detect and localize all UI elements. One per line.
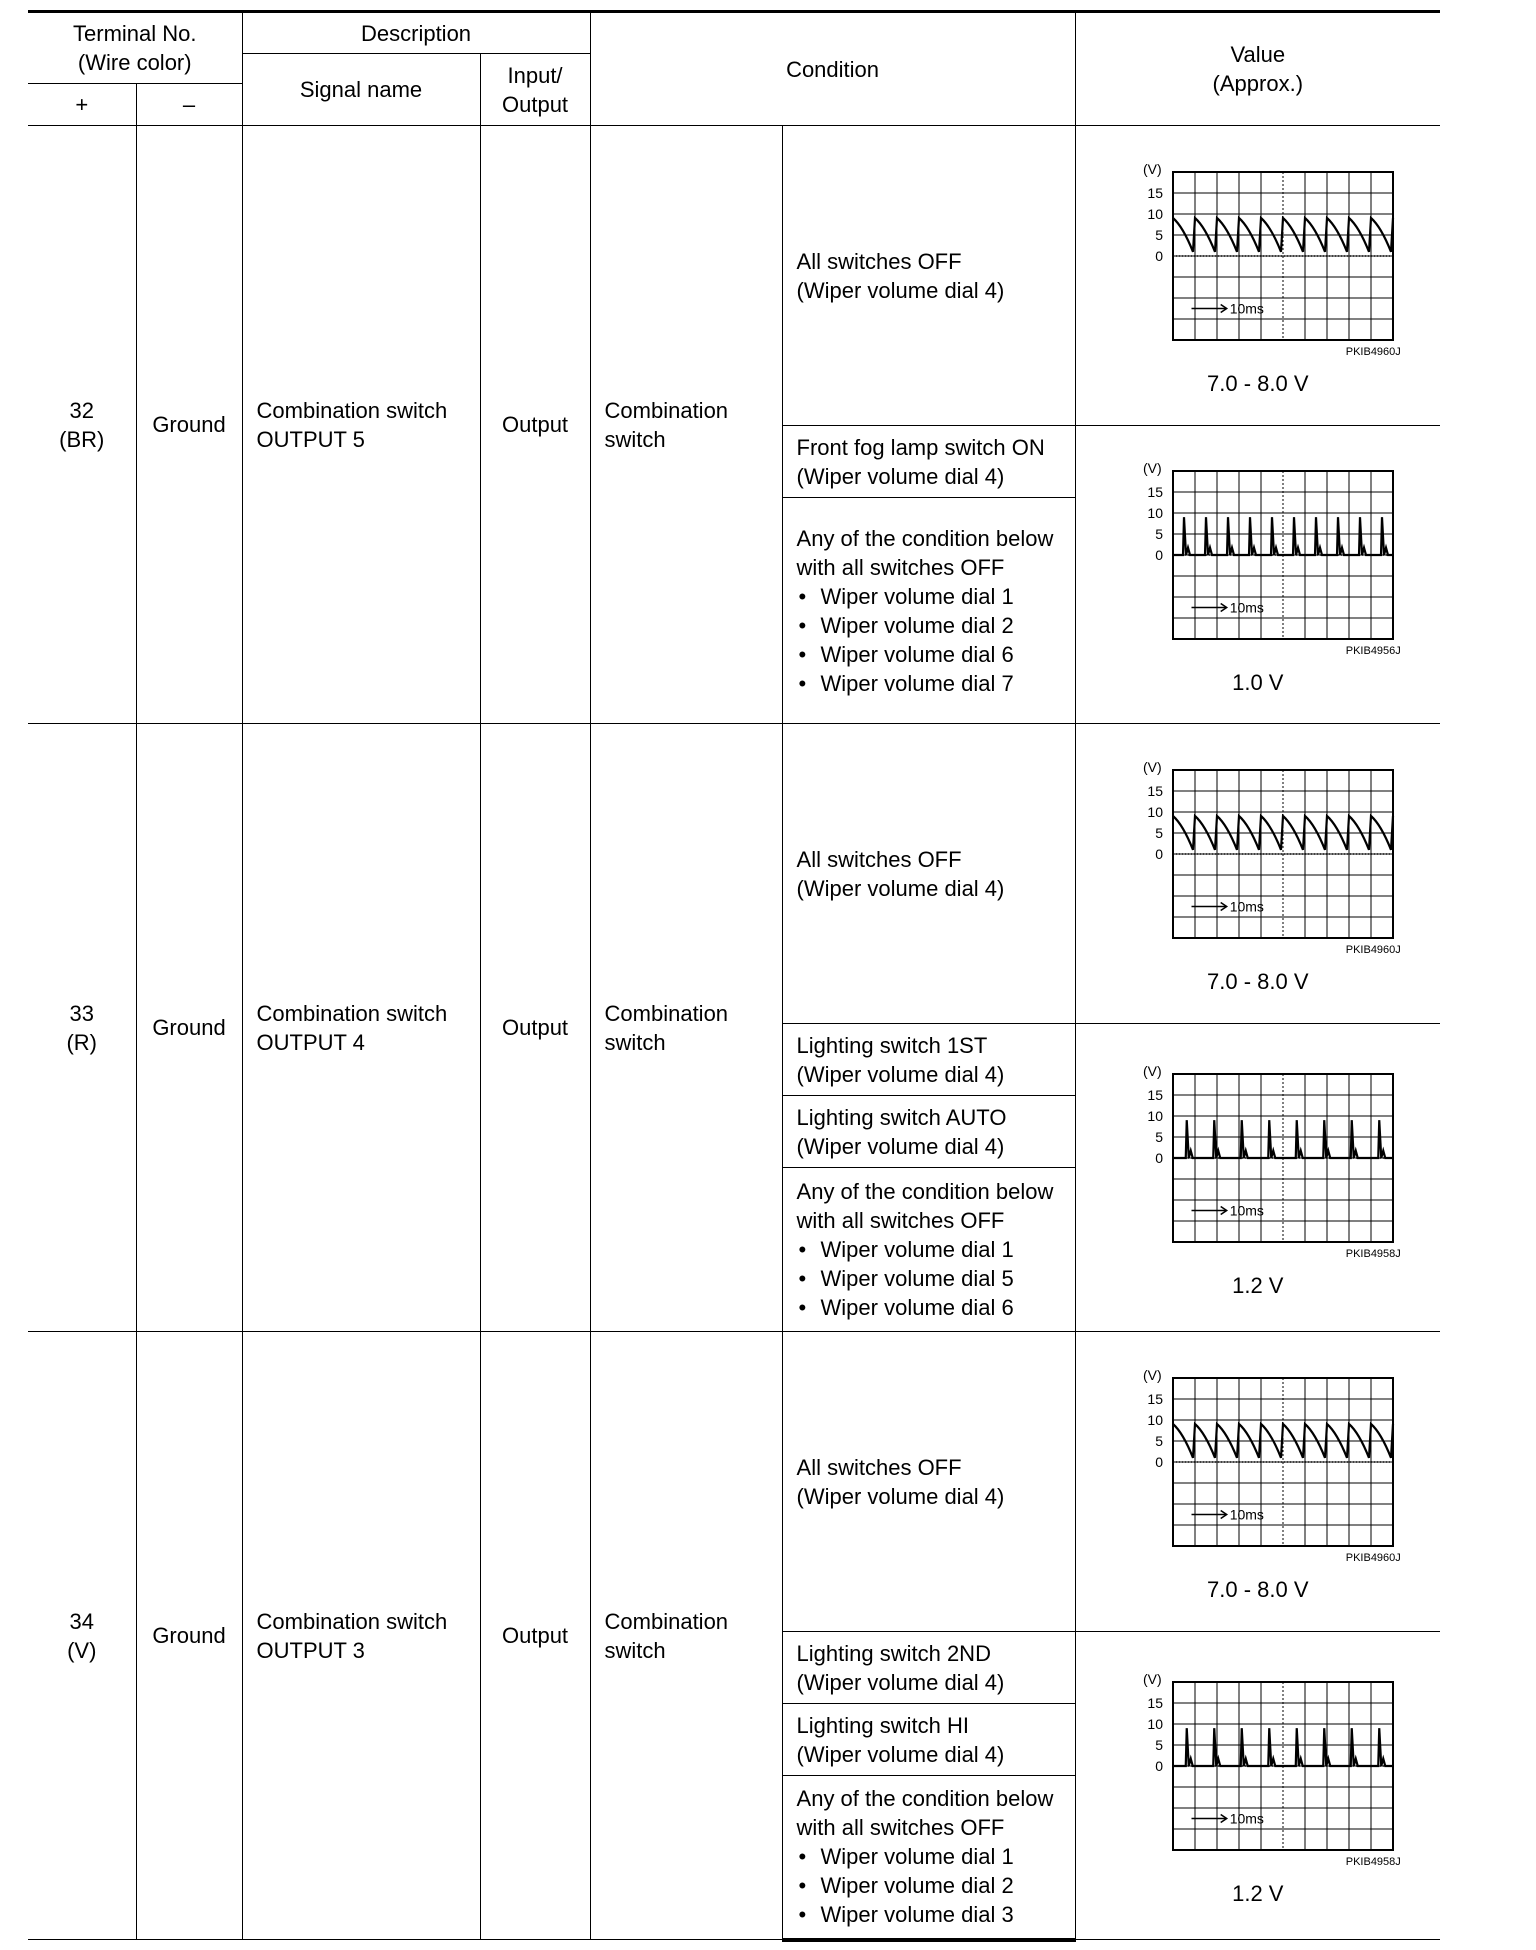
waveform-figure: [1113, 1360, 1403, 1604]
row2-spike_b-y-tick: 10: [1147, 1107, 1163, 1124]
header-io-line1: Input/: [507, 62, 563, 88]
header-value-text: Value: [1230, 42, 1286, 67]
header-minus: –: [136, 84, 242, 126]
row3-spike_b-oscillogram: [1113, 1664, 1403, 1854]
row1-spike_a-time-label: 10ms: [1229, 599, 1264, 615]
value-cell: [1075, 1024, 1440, 1332]
waveform-figure: [1113, 453, 1403, 697]
row3-sawtooth-unit-label: (V): [1142, 1366, 1162, 1383]
input-output: Output: [480, 724, 590, 1332]
header-description: Description: [242, 12, 590, 54]
condition-bullet: • Wiper volume dial 2: [797, 1871, 1069, 1900]
row3-spike_b-y-tick: 5: [1155, 1736, 1163, 1753]
row1-sawtooth-y-tick: 5: [1155, 226, 1163, 243]
condition-line1: All switches OFF: [796, 248, 962, 274]
row2-sawtooth-figure-code: PKIB4960J: [1345, 943, 1401, 956]
row2-sawtooth-oscillogram: [1113, 752, 1403, 942]
wire-color: (V): [67, 1637, 97, 1663]
condition-group-line2: switch: [604, 426, 666, 452]
condition-line1: Lighting switch AUTO: [796, 1104, 1007, 1130]
row3-spike_b-reading: 1.2 V: [1232, 1880, 1284, 1906]
row3-sawtooth-y-tick: 0: [1155, 1453, 1163, 1470]
value-cell: [1075, 1632, 1440, 1940]
condition-line2: with all switches OFF: [796, 1208, 1005, 1233]
header-terminal-no-text: Terminal No.: [73, 21, 197, 46]
row2-spike_b-y-tick: 0: [1155, 1149, 1163, 1166]
row1-sawtooth-time-label: 10ms: [1229, 300, 1264, 316]
condition-line2: (Wiper volume dial 4): [796, 1483, 1005, 1509]
header-value: [1075, 12, 1440, 126]
row3-spike_b-y-tick: 0: [1155, 1757, 1163, 1774]
row2-spike_b-y-tick: 5: [1155, 1128, 1163, 1145]
condition-bullet: • Wiper volume dial 1: [797, 1842, 1069, 1871]
condition-bullet: • Wiper volume dial 2: [797, 611, 1069, 640]
condition-line1: All switches OFF: [796, 846, 962, 872]
condition-line1: Lighting switch 2ND: [796, 1640, 991, 1666]
row3-sawtooth-reading: 7.0 - 8.0 V: [1207, 1576, 1309, 1602]
row1-sawtooth-figure-code: PKIB4960J: [1345, 345, 1401, 358]
condition-bullet: • Wiper volume dial 1: [797, 1235, 1069, 1264]
condition-line1: Any of the condition below: [796, 1786, 1054, 1812]
row2-sawtooth-y-tick: 0: [1155, 845, 1163, 862]
row1-spike_a-y-tick: 10: [1147, 504, 1163, 521]
header-signal-name: Signal name: [242, 54, 480, 126]
row1-spike_a-y-tick: 15: [1147, 483, 1163, 500]
row1-sawtooth-y-tick: 10: [1147, 205, 1163, 222]
table-row: [28, 724, 1440, 1024]
row2-sawtooth-time-label: 10ms: [1229, 898, 1264, 914]
row2-spike_b-y-tick: 15: [1147, 1086, 1163, 1103]
ground-terminal: Ground: [136, 126, 242, 724]
condition-group-line1: Combination: [604, 1608, 729, 1634]
row2-sawtooth-y-tick: 5: [1155, 824, 1163, 841]
row2-sawtooth-y-tick: 10: [1147, 803, 1163, 820]
waveform-figure: [1113, 1056, 1403, 1300]
condition-line1: Any of the condition below: [796, 525, 1054, 551]
condition-cell: [782, 498, 1075, 724]
condition-cell: [782, 1332, 1075, 1632]
input-output: Output: [480, 1332, 590, 1940]
condition-group-line1: Combination: [604, 397, 729, 423]
row1-sawtooth-y-tick: 15: [1147, 184, 1163, 201]
signal-name-cell: [242, 1332, 480, 1940]
table-row: [28, 126, 1440, 426]
terminal-spec-table: [28, 10, 1440, 1942]
row3-spike_b-time-label: 10ms: [1229, 1810, 1264, 1826]
condition-cell: [782, 1096, 1075, 1168]
condition-bullet: • Wiper volume dial 6: [797, 640, 1069, 669]
input-output: Output: [480, 126, 590, 724]
row1-spike_a-y-tick: 0: [1155, 546, 1163, 563]
header-input-output: [480, 54, 590, 126]
condition-line2: (Wiper volume dial 4): [796, 1741, 1005, 1767]
header-approx-text: (Approx.): [1212, 71, 1304, 96]
signal-name-line1: Combination switch: [256, 1000, 448, 1026]
condition-bullet: • Wiper volume dial 5: [797, 1264, 1069, 1293]
row2-spike_b-unit-label: (V): [1142, 1062, 1162, 1079]
waveform-figure: [1113, 154, 1403, 398]
row3-sawtooth-figure-code: PKIB4960J: [1345, 1551, 1401, 1564]
condition-cell: [782, 1704, 1075, 1776]
condition-line2: (Wiper volume dial 4): [796, 1133, 1005, 1159]
terminal-number: 32: [69, 397, 94, 423]
signal-name-line2: OUTPUT 3: [256, 1637, 365, 1663]
row2-sawtooth-unit-label: (V): [1142, 758, 1162, 775]
row3-spike_b-unit-label: (V): [1142, 1670, 1162, 1687]
condition-bullet: • Wiper volume dial 1: [797, 582, 1069, 611]
signal-name-line2: OUTPUT 4: [256, 1029, 365, 1055]
row2-sawtooth-reading: 7.0 - 8.0 V: [1207, 968, 1309, 994]
row1-sawtooth-oscillogram: [1113, 154, 1403, 344]
terminal-rows: [28, 126, 1440, 1940]
condition-line1: Any of the condition below: [796, 1179, 1054, 1204]
signal-name-line2: OUTPUT 5: [256, 426, 365, 452]
condition-bullet-list: [797, 582, 1069, 698]
signal-name-line1: Combination switch: [256, 1608, 448, 1634]
condition-cell: [782, 1632, 1075, 1704]
row1-spike_a-y-tick: 5: [1155, 525, 1163, 542]
condition-bullet: • Wiper volume dial 7: [797, 669, 1069, 698]
signal-name-cell: [242, 126, 480, 724]
condition-line2: (Wiper volume dial 4): [796, 277, 1005, 303]
row3-sawtooth-y-tick: 10: [1147, 1411, 1163, 1428]
condition-line2: with all switches OFF: [796, 554, 1005, 580]
value-cell: [1075, 1332, 1440, 1632]
row1-spike_a-oscillogram: [1113, 453, 1403, 643]
header-io-line2: Output: [502, 91, 569, 117]
condition-cell: [782, 126, 1075, 426]
row1-spike_a-reading: 1.0 V: [1232, 669, 1284, 695]
header-wire-color-text: (Wire color): [77, 50, 192, 75]
value-cell: [1075, 126, 1440, 426]
row1-spike_a-unit-label: (V): [1142, 459, 1162, 476]
table-row: [28, 1332, 1440, 1632]
row3-sawtooth-y-tick: 15: [1147, 1390, 1163, 1407]
condition-group-cell: [590, 1332, 782, 1940]
condition-cell: [782, 1776, 1075, 1940]
ground-terminal: Ground: [136, 1332, 242, 1940]
row3-sawtooth-y-tick: 5: [1155, 1432, 1163, 1449]
terminal-number: 33: [69, 1000, 94, 1026]
condition-bullet-list: [797, 1842, 1069, 1929]
condition-cell: [782, 1024, 1075, 1096]
signal-name-line1: Combination switch: [256, 397, 448, 423]
condition-group-line1: Combination: [604, 1000, 729, 1026]
value-cell: [1075, 724, 1440, 1024]
condition-line2: (Wiper volume dial 4): [796, 1061, 1005, 1087]
header-terminal-no: [28, 12, 242, 84]
row1-sawtooth-reading: 7.0 - 8.0 V: [1207, 370, 1309, 396]
value-cell: [1075, 426, 1440, 724]
condition-cell: [782, 426, 1075, 498]
row3-sawtooth-oscillogram: [1113, 1360, 1403, 1550]
row2-sawtooth-y-tick: 15: [1147, 782, 1163, 799]
row3-sawtooth-time-label: 10ms: [1229, 1506, 1264, 1522]
condition-bullet: • Wiper volume dial 6: [797, 1293, 1069, 1322]
row2-spike_b-time-label: 10ms: [1229, 1202, 1264, 1218]
wire-color: (R): [66, 1029, 98, 1055]
condition-line1: Lighting switch HI: [796, 1712, 969, 1738]
condition-line1: All switches OFF: [796, 1454, 962, 1480]
waveform-figure: [1113, 752, 1403, 996]
condition-group-line2: switch: [604, 1637, 666, 1663]
condition-line2: with all switches OFF: [796, 1815, 1005, 1841]
row1-sawtooth-unit-label: (V): [1142, 160, 1162, 177]
row2-spike_b-oscillogram: [1113, 1056, 1403, 1246]
row1-spike_a-figure-code: PKIB4956J: [1345, 644, 1401, 657]
header-plus: +: [28, 84, 136, 126]
row1-sawtooth-y-tick: 0: [1155, 247, 1163, 264]
condition-line2: (Wiper volume dial 4): [796, 463, 1005, 489]
row3-spike_b-figure-code: PKIB4958J: [1345, 1855, 1401, 1868]
row3-spike_b-y-tick: 15: [1147, 1694, 1163, 1711]
terminal-number: 34: [69, 1608, 94, 1634]
terminal-cell: [28, 1332, 136, 1940]
condition-group-cell: [590, 724, 782, 1332]
condition-bullet: • Wiper volume dial 3: [797, 1900, 1069, 1929]
ground-terminal: Ground: [136, 724, 242, 1332]
wire-color: (BR): [59, 426, 105, 452]
header-condition: Condition: [590, 12, 1075, 126]
waveform-figure: [1113, 1664, 1403, 1908]
row2-spike_b-reading: 1.2 V: [1232, 1272, 1284, 1298]
condition-group-line2: switch: [604, 1029, 666, 1055]
condition-group-cell: [590, 126, 782, 724]
condition-line1: Lighting switch 1ST: [796, 1032, 988, 1058]
condition-bullet-list: [797, 1235, 1069, 1322]
condition-line1: Front fog lamp switch ON: [796, 434, 1045, 460]
condition-line2: (Wiper volume dial 4): [796, 1669, 1005, 1695]
terminal-cell: [28, 724, 136, 1332]
signal-name-cell: [242, 724, 480, 1332]
row3-spike_b-y-tick: 10: [1147, 1715, 1163, 1732]
condition-cell: [782, 724, 1075, 1024]
condition-cell: [782, 1168, 1075, 1332]
condition-line2: (Wiper volume dial 4): [796, 875, 1005, 901]
row2-spike_b-figure-code: PKIB4958J: [1345, 1247, 1401, 1260]
terminal-cell: [28, 126, 136, 724]
